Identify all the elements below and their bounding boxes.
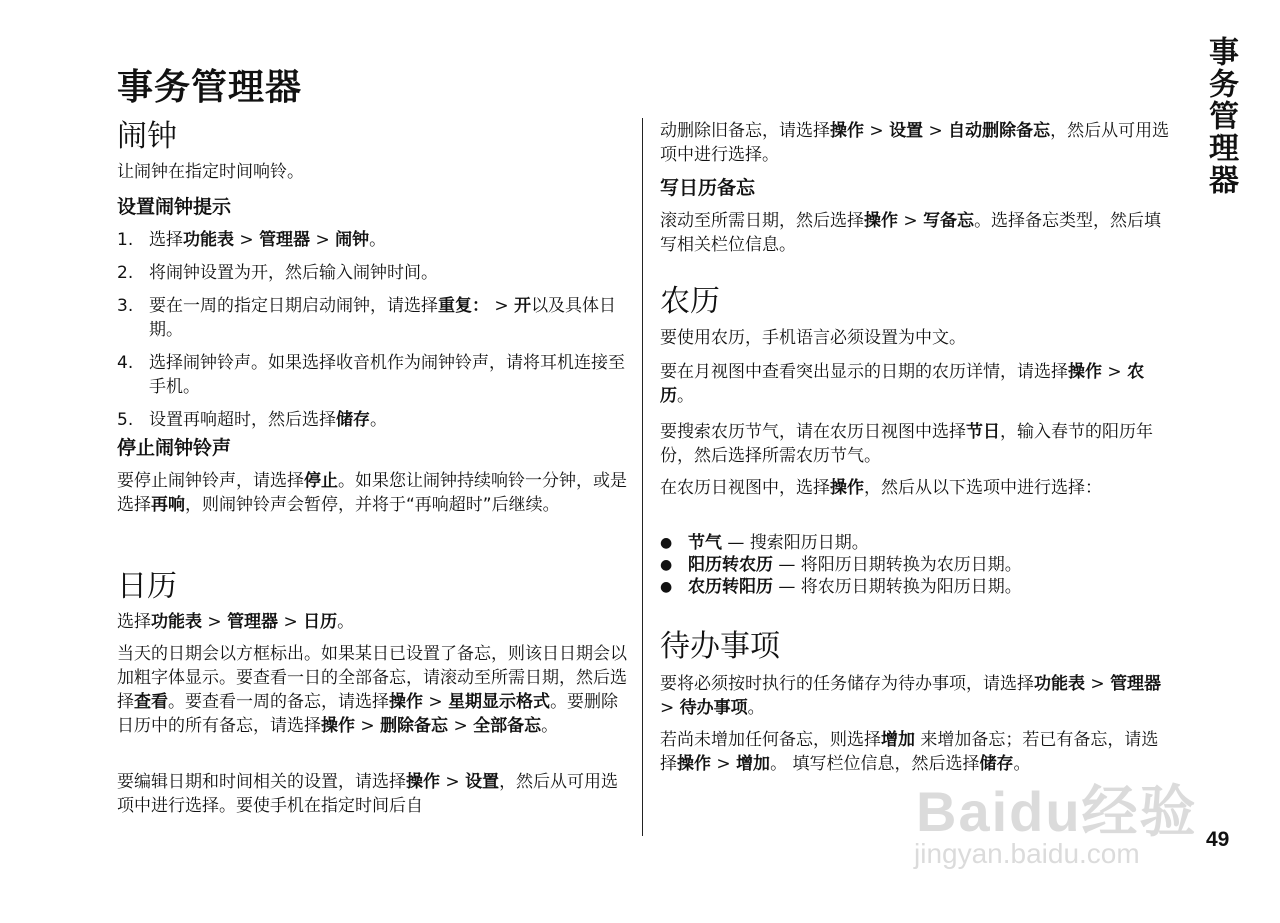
text-run: 要使用农历，手机语言必须设置为中文。 [660, 328, 966, 348]
lunar-search-text [660, 420, 1172, 468]
menu-term: 闹钟 [335, 230, 370, 250]
menu-term: 储存 [979, 754, 1014, 774]
menu-term: 星期显示格式 [448, 692, 551, 712]
menu-term: 农历转阳历 [688, 577, 773, 597]
menu-term: 农历 [660, 362, 1145, 406]
text-run: > [310, 230, 336, 250]
menu-term: 管理器 [259, 230, 311, 250]
list-item [117, 408, 629, 432]
step-number: 3. [117, 296, 134, 316]
calendar-view-text [117, 642, 629, 738]
page-title: 事务管理器 [117, 67, 303, 108]
list-item [117, 261, 629, 285]
text-run: 要停止闹钟铃声，请选择 [117, 471, 304, 491]
text-run: 若尚未增加任何备忘，则选择 [660, 730, 881, 750]
menu-term: 节日 [966, 422, 1000, 442]
text-run: 要搜索农历节气，请在农历日视图中选择 [660, 422, 966, 442]
text-run: > [1102, 362, 1128, 382]
text-run: — 将农历日期转换为阳历日期。 [773, 577, 1022, 597]
text-run: 以及具体日期。 [149, 296, 617, 340]
text-run: 将闹钟设置为开，然后输入闹钟时间。 [149, 263, 438, 283]
text-run: 要编辑日期和时间相关的设置，请选择 [117, 772, 406, 792]
text-run: > [278, 612, 304, 632]
text-run: 来增加备忘；若已有备忘，请选择 [660, 730, 1159, 774]
text-run: ，输入春节的阳历年份，然后选择所需农历节气。 [660, 422, 1153, 466]
text-run: 。要删除日历中的所有备忘，请选择 [117, 692, 619, 736]
todo-heading: 待办事项 [660, 629, 780, 664]
menu-term: 操作 [389, 692, 423, 712]
menu-term: 增加 [881, 730, 915, 750]
text-run: 要在月视图中查看突出显示的日期的农历详情，请选择 [660, 362, 1068, 382]
text-run: 动删除旧备忘，请选择 [660, 121, 830, 141]
text-run: > [440, 772, 466, 792]
step-number: 2. [117, 263, 134, 283]
text-run: > [923, 121, 949, 141]
text-run: 。 [370, 410, 387, 430]
list-item [660, 532, 1172, 554]
menu-term: 重复： [438, 296, 489, 316]
text-run: > [711, 754, 737, 774]
lunar-options-list [660, 532, 1172, 598]
menu-term: 开 [514, 296, 532, 316]
list-item [660, 554, 1172, 576]
list-item [117, 228, 629, 252]
menu-term: 自动删除备忘 [948, 121, 1051, 141]
text-run: 。 [677, 386, 694, 406]
menu-term: 删除备忘 [380, 716, 449, 736]
text-run: 滚动至所需日期，然后选择 [660, 211, 864, 231]
text-run: 选择 [149, 230, 183, 250]
menu-term: 再响 [151, 495, 185, 515]
menu-term: 设置 [889, 121, 924, 141]
alarm-steps-list [117, 228, 629, 441]
menu-term: 阳历转农历 [688, 555, 773, 575]
calendar-path [117, 610, 629, 634]
text-run: > [660, 698, 680, 718]
text-run: 当天的日期会以方框标出。如果某日已设置了备忘，则该日日期会以加粗字体显示。要查看一日的全部备忘，请滚动至所需日期，然后选择 [117, 644, 627, 712]
menu-term: 操作 [830, 478, 864, 498]
text-run: 。 [369, 230, 387, 250]
watermark-logo: Baidu经验 [916, 780, 1198, 843]
menu-term: 功能表 [151, 612, 202, 632]
text-run: 。 填写栏位信息，然后选择 [770, 754, 980, 774]
menu-term: 功能表 [183, 230, 234, 250]
menu-term: 储存 [336, 410, 370, 430]
text-run: 要将必须按时执行的任务储存为待办事项，请选择 [660, 674, 1034, 694]
todo-path-text [660, 672, 1172, 720]
side-section-tab: 事务管理器 [1203, 36, 1238, 196]
text-run: 。要查看一周的备忘，请选择 [168, 692, 389, 712]
text-run: ，则闹钟铃声会暂停，并将于“再响超时”后继续。 [185, 495, 560, 515]
text-run: > [489, 296, 515, 316]
text-run: 。如果您让闹钟持续响铃一分钟，或是选择 [117, 471, 627, 515]
page-number: 49 [1206, 828, 1230, 851]
menu-term: 操作 [406, 772, 440, 792]
text-run: 。 [541, 716, 559, 736]
menu-term: 操作 [864, 211, 898, 231]
alarm-intro: 让闹钟在指定时间响铃。 [117, 162, 304, 182]
alarm-heading: 闹钟 [117, 119, 177, 154]
text-run: ，然后从可用选项中进行选择。要使手机在指定时间后自 [117, 772, 619, 816]
text-run: > [1085, 674, 1111, 694]
watermark-url: jingyan.baidu.com [914, 838, 1140, 869]
calendar-note-text [660, 209, 1172, 257]
text-run: > [448, 716, 474, 736]
step-number: 5. [117, 410, 134, 430]
list-item [117, 294, 629, 342]
text-run: 。 [1013, 754, 1031, 774]
text-run: > [234, 230, 260, 250]
list-item [117, 351, 629, 399]
menu-term: 全部备忘 [473, 716, 542, 736]
text-run: 要在一周的指定日期启动闹钟，请选择 [149, 296, 438, 316]
menu-term: 写备忘 [923, 211, 975, 231]
calendar-autodelete-text [660, 119, 1172, 167]
menu-term: 管理器 [1110, 674, 1162, 694]
text-run: > [355, 716, 381, 736]
menu-term: 待办事项 [679, 698, 748, 718]
text-run: — 搜索阳历日期。 [722, 533, 869, 553]
calendar-settings-text [117, 770, 629, 818]
menu-term: 操作 [677, 754, 711, 774]
baidu-watermark [906, 768, 1206, 878]
text-run: > [202, 612, 228, 632]
text-run: ，然后从可用选项中进行选择。 [660, 121, 1170, 165]
calendar-heading: 日历 [117, 569, 177, 604]
text-run: 。 [337, 612, 355, 632]
text-run: — 将阳历日期转换为农历日期。 [773, 555, 1022, 575]
text-run: > [898, 211, 924, 231]
text-run: 在农历日视图中，选择 [660, 478, 830, 498]
lunar-month-view-text [660, 360, 1172, 408]
menu-term: 日历 [303, 612, 338, 632]
text-run: 设置再响超时，然后选择 [149, 410, 336, 430]
list-item [660, 576, 1172, 598]
menu-term: 功能表 [1034, 674, 1085, 694]
set-alarm-heading: 设置闹钟提示 [117, 196, 232, 218]
menu-term: 操作 [1068, 362, 1102, 382]
lunar-heading: 农历 [660, 284, 720, 319]
stop-alarm-heading: 停止闹钟铃声 [117, 437, 232, 459]
text-run: > [423, 692, 449, 712]
text-run: 。选择备忘类型，然后填写相关栏位信息。 [660, 211, 1162, 255]
stop-alarm-text [117, 469, 629, 517]
menu-term: 增加 [736, 754, 771, 774]
lunar-day-view-text [660, 476, 1172, 500]
column-divider [642, 118, 643, 836]
text-run: 选择 [117, 612, 151, 632]
menu-term: 操作 [830, 121, 864, 141]
text-run: > [864, 121, 890, 141]
text-run: ，然后从以下选项中进行选择： [864, 478, 1102, 498]
menu-term: 管理器 [227, 612, 279, 632]
menu-term: 设置 [465, 772, 500, 792]
step-number: 4. [117, 353, 134, 373]
menu-term: 操作 [321, 716, 355, 736]
menu-term: 查看 [134, 692, 168, 712]
menu-term: 节气 [688, 533, 722, 553]
text-run: 选择闹钟铃声。如果选择收音机作为闹钟铃声，请将耳机连接至手机。 [149, 353, 625, 397]
text-run: 。 [747, 698, 765, 718]
calendar-note-heading: 写日历备忘 [660, 177, 756, 199]
step-number: 1. [117, 230, 134, 250]
lunar-language-text [660, 326, 1172, 350]
menu-term: 停止 [304, 471, 338, 491]
